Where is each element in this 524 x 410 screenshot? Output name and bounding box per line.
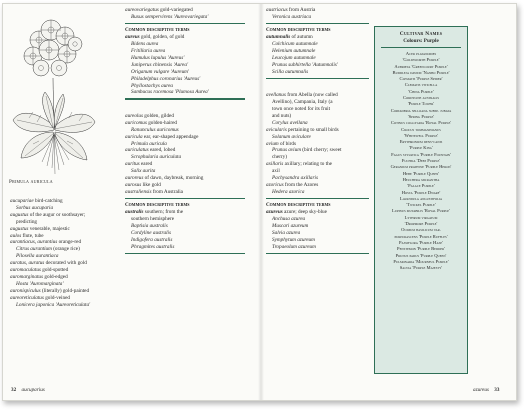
cultivar-name: 'Purple King' [409, 145, 433, 151]
book-gutter [258, 4, 264, 400]
cultivar-name: Cordyline australis [402, 95, 440, 101]
entry-term: augustus [10, 225, 29, 232]
cultivar-name: Buddleja davidii 'Nanho Purple' [392, 69, 450, 75]
running-head-right: azureus [473, 387, 489, 393]
section-rule [125, 98, 245, 100]
entry-term: auricomus [125, 119, 147, 126]
cultivar-name: 'Goldsworth Purple' [402, 57, 440, 63]
entry-example: Salix aurita [131, 168, 156, 175]
entry-definition: axil [272, 168, 280, 175]
entry-example: Scrophularia auriculata [131, 154, 182, 161]
cultivar-name: Lythrum virgatum [404, 214, 438, 220]
section-heading: Common descriptive terms [266, 27, 331, 34]
entry-definition: town once noted for its fruit [272, 105, 331, 112]
entry-term: augustus [10, 211, 29, 218]
entry-line [10, 302, 92, 309]
entry-line [10, 198, 92, 205]
page-number-right: 33 [494, 387, 500, 393]
entry-example: Solanum aviculare [272, 133, 311, 140]
entry-line [10, 226, 92, 233]
entry-line [125, 223, 245, 230]
entry-example: Leucojum autumnale [272, 54, 316, 61]
cultivar-name: Hosta 'Purple Dwarf' [401, 189, 441, 195]
entry-line [266, 48, 369, 55]
entry-line [266, 7, 369, 14]
entry-example: Salvia azurea [272, 229, 301, 236]
entry-example: Prunus avium [272, 147, 301, 154]
entry-definition: golden-haired [146, 119, 178, 126]
entry-definition: eared [139, 161, 153, 168]
entry-line [266, 223, 369, 230]
entry-example: Sambucus racemosa 'Plumosa Aurea' [131, 89, 209, 96]
entry-line [10, 288, 92, 295]
entry-definition: Avellino), Campania, Italy (a [272, 99, 333, 106]
entry-definition: predicting [16, 218, 38, 225]
entry-example: Prunus subhirtella 'Autumnalis' [272, 61, 338, 68]
entry-definition: flute, tube [21, 232, 44, 239]
entry-line [125, 55, 245, 62]
entry-line [266, 175, 369, 182]
entry-example: Tropaeolum azureum [272, 243, 316, 250]
entry-example: Philadelphus coronarius 'Aureus' [131, 75, 201, 82]
entry-example: Corylus avellana [272, 119, 308, 126]
entry-term: auratus, auratus [10, 260, 45, 267]
entry-line [266, 216, 369, 223]
entry-example: Juniperus chinensis 'Aurea' [131, 61, 189, 68]
entry-term: australis [125, 209, 144, 216]
entry-definition: orange-red [57, 239, 82, 246]
entry-line [125, 134, 245, 141]
cultivar-box-subtitle: Colours: Purple [403, 38, 439, 44]
entry-definition: of dawn, daybreak, morning [143, 175, 204, 182]
entry-term: austriacus [266, 7, 288, 13]
cultivar-name: Lavandula angustifolia [399, 195, 443, 201]
entry-line [125, 62, 245, 69]
cultivar-name: 'Purple Tower' [407, 101, 435, 107]
entry-line [266, 113, 369, 120]
entry-line [125, 76, 245, 83]
cultivar-name: Clematis 'Purple Spider' [399, 76, 443, 82]
entry-definition: of autumn [290, 34, 313, 41]
cultivar-names-box [374, 26, 468, 374]
entry-line [125, 83, 245, 90]
entry-definition: axillary; relating to the [283, 161, 332, 168]
cultivar-name: Fuchsia 'Deep Purple' [401, 158, 441, 164]
entry-definition: gold, golden, of gold [139, 34, 185, 41]
entry-line [266, 244, 369, 251]
entry-line [10, 233, 92, 240]
entry-term: aureoreticulatus [10, 294, 44, 301]
cultivar-name: Cotinus coggygria 'Royal Purple' [390, 120, 452, 126]
entry-line [266, 189, 369, 196]
entry-line [10, 274, 92, 281]
entry-definition: ear, ear-shaped appendage [142, 133, 199, 140]
column-right [266, 7, 369, 257]
entry-line [266, 127, 369, 134]
entry-line [266, 62, 369, 69]
entry-example: Hedera azorica [272, 188, 305, 195]
entry-example: Anchusa azurea [272, 216, 306, 223]
entry-definition: from Australia [151, 188, 183, 195]
entry-line [266, 230, 369, 237]
entry-example: Baptisia australis [131, 222, 168, 229]
book-spread [2, 3, 517, 401]
illustration-caption: Primula auricula [9, 179, 53, 185]
entry-line [266, 106, 369, 113]
entry-term: autumnalis [266, 34, 291, 41]
entry-line [266, 161, 369, 168]
entry-line [125, 244, 245, 251]
entry-term: aureus [125, 34, 140, 41]
entry-line [125, 147, 245, 154]
section-rule [266, 78, 369, 80]
entry-line [266, 120, 369, 127]
entry-example: Phragmites australis [131, 243, 175, 250]
page-number-left: 32 [11, 387, 17, 393]
entry-term: auronispiculus [10, 287, 41, 294]
cultivar-name: Aubrieta 'Greencourt Purple' [394, 63, 448, 69]
entry-term: avellanus [266, 92, 286, 99]
entry-line [125, 89, 245, 96]
cultivar-name: Salvia 'Purple Majesty' [399, 265, 443, 271]
cultivar-name: Fagus sylvatica 'Purple Fountain' [391, 151, 451, 157]
cultivar-name: Penstemon 'Purple Bedder' [397, 246, 445, 252]
entry-definition: bird-catching [33, 198, 63, 204]
entry-term: axillaris [266, 161, 284, 168]
section-rule [125, 23, 245, 25]
entry-example: Pilosella aurantiaca [16, 253, 59, 260]
cultivar-name: 'Spring Purple' [407, 113, 435, 119]
cultivar-name: Prunus padus 'Purple Queen' [395, 252, 447, 258]
cultivar-name: Lupinus mutabilis 'Royal Purple' [392, 208, 450, 214]
entry-example: Sorbus aucuparia [16, 204, 54, 211]
entry-example: Muscari azureum [272, 222, 309, 229]
entry-line [125, 48, 245, 55]
section-rule [266, 23, 369, 25]
primula-illustration [9, 8, 97, 178]
cultivar-name: Geranium pratense 'Purple Heron' [390, 164, 452, 170]
entry-line [125, 34, 245, 41]
entry-line [125, 69, 245, 76]
cultivar-name: Pulmonaria 'Mournful Purple' [393, 258, 449, 264]
entry-line [10, 246, 92, 253]
entry-example: Symphytum azureum [272, 236, 315, 243]
entry-example: Lonicera japonica 'Aureoreticulata' [16, 301, 91, 308]
entry-example: Bidens aurea [131, 41, 159, 48]
entry-line [266, 237, 369, 244]
entry-line [266, 168, 369, 175]
entry-line [125, 182, 245, 189]
cultivar-item [375, 265, 467, 271]
entry-line [266, 55, 369, 62]
cultivar-list [375, 51, 467, 271]
cultivar-name: Erythronium dens-canis [399, 139, 443, 145]
entry-example: Phyllostachys aurea [131, 82, 174, 89]
entry-example-note: (bird cherry; sweet [300, 147, 342, 154]
entry-example: Colchicum autumnale [272, 41, 318, 48]
cultivar-name: Clematis viticella [404, 82, 438, 88]
entry-term: aulos [10, 232, 22, 239]
entry-definition: azure; deep sky-blue [282, 209, 327, 216]
section-rule [266, 198, 369, 200]
entry-line [125, 175, 245, 182]
entry-term: auromaculatus [10, 267, 41, 274]
entry-term: australiensis [125, 188, 152, 195]
entry-example-note: cherry) [272, 154, 287, 161]
cultivar-box-rule [381, 47, 461, 48]
entry-line [125, 237, 245, 244]
entry-definition: like gold [141, 181, 161, 188]
entry-example: Pachysandra axillaris [272, 175, 318, 182]
footer-right [473, 387, 499, 393]
entry-definition: (literally) gold-painted [40, 287, 90, 294]
entry-definition: gold-variegated [158, 7, 193, 13]
entry-example-note: (orange rice) [51, 246, 80, 253]
cultivar-name: 'China Purple' [408, 88, 434, 94]
entry-term: aureovariegatus [125, 7, 159, 13]
entry-definition: gold-spotted [40, 267, 69, 274]
entry-definition: from the Azores [283, 181, 319, 188]
entry-line [266, 134, 369, 141]
running-head-left: aucuparius [21, 387, 45, 393]
entry-definition: from Abella (now called [285, 92, 338, 99]
entry-term: auromarginatus [10, 273, 44, 280]
entry-example: Indigofera australis [131, 236, 173, 243]
entry-term: aurantiacus, aurantius [10, 239, 58, 246]
cultivar-name: 'Dropmore Purple' [404, 221, 438, 227]
entry-line [10, 212, 92, 219]
entry-definition: gold-veined [43, 294, 70, 301]
entry-line [266, 147, 369, 154]
entry-example: Helenium autumnale [272, 48, 316, 55]
entry-line [10, 260, 92, 267]
entry-example: Humulus lupulus 'Aureus' [131, 54, 185, 61]
entry-line [266, 41, 369, 48]
entry-term: aurosus [125, 181, 142, 188]
entry-line [125, 14, 245, 21]
entry-line [125, 141, 245, 148]
entry-line [125, 120, 245, 127]
section-rule [125, 253, 245, 255]
entry-example: Hosta 'Auromarginata' [16, 280, 64, 287]
entry-line [266, 141, 369, 148]
entry-line [125, 113, 245, 120]
entry-definition: pertaining to small birds [286, 126, 339, 133]
section-rule [266, 253, 369, 255]
column-left [10, 198, 92, 309]
entry-line [125, 127, 245, 134]
entry-term: azoricus [266, 181, 284, 188]
entry-line [125, 168, 245, 175]
entry-line [10, 295, 92, 302]
entry-definition: golden, gilded [142, 112, 174, 119]
entry-term: auriculatus [125, 147, 149, 154]
cultivar-name: Ocimum basilicum var. [401, 227, 441, 233]
entry-line [266, 154, 369, 161]
entry-definition: of the augur or soothsayer; [28, 211, 86, 218]
entry-definition: venerable, majestic [28, 225, 70, 232]
section-rule [125, 198, 245, 200]
entry-definition: of birds [278, 140, 296, 147]
entry-line [266, 209, 369, 216]
entry-definition: from Austria [287, 7, 316, 13]
entry-line [266, 69, 369, 76]
entry-definition: and nuts) [272, 112, 292, 119]
section-heading: Common descriptive terms [266, 202, 331, 209]
entry-term: auricula [125, 133, 143, 140]
entry-term: avicularis [266, 126, 287, 133]
entry-definition: southern; from the [143, 209, 184, 216]
cultivar-name: 'Whitewell Purple' [403, 132, 439, 138]
entry-term: azureus [266, 209, 283, 216]
entry-line [10, 253, 92, 260]
cultivar-name: Passiflora 'Purple Haze' [398, 239, 444, 245]
entry-line [125, 161, 245, 168]
entry-example: Buxus sempervirens 'Aureovariegata' [131, 13, 209, 20]
cultivar-name: Cortaderia selloana subsp. jubata [390, 107, 452, 113]
entry-term: avium [266, 140, 279, 147]
entry-line [10, 219, 92, 226]
entry-term: auroreus [125, 175, 144, 182]
entry-example: Ranunculus auricomus [131, 126, 179, 133]
footer-left [11, 387, 45, 393]
entry-example: Fritillaria aurea [131, 48, 166, 55]
entry-line [125, 7, 245, 14]
entry-term: auritus [125, 161, 140, 168]
entry-line [125, 189, 245, 196]
cultivar-name: Crocus tommasinianus [401, 126, 441, 132]
entry-example: Cordyline australis [131, 229, 172, 236]
entry-line [266, 182, 369, 189]
entry-line [10, 205, 92, 212]
entry-line [125, 154, 245, 161]
cultivar-name: Heuchera micrantha [402, 176, 440, 182]
entry-definition: decorated with gold [44, 260, 87, 267]
cultivar-box-title: Cultivar Names [399, 31, 443, 37]
entry-term: aureolus [125, 112, 143, 119]
entry-line [266, 14, 369, 21]
section-heading: Common descriptive terms [125, 27, 190, 34]
entry-line [266, 99, 369, 106]
entry-example: Scilla autumnalis [272, 68, 309, 75]
cultivar-name: 'Twickel Purple' [406, 202, 436, 208]
entry-line [125, 230, 245, 237]
entry-line [10, 281, 92, 288]
entry-line [10, 267, 92, 274]
entry-example: Veronica austriaca [272, 13, 312, 20]
section-heading: Common descriptive terms [125, 202, 190, 209]
entry-example: Citrus aurantium [16, 246, 52, 253]
entry-example: Origanum vulgare 'Aureum' [131, 68, 190, 75]
cultivar-name: Hebe 'Purple Queen' [402, 170, 440, 176]
entry-line [125, 216, 245, 223]
cultivar-name: 'Palace Purple' [407, 183, 435, 189]
entry-line [10, 239, 92, 246]
cultivar-name: purpurascens 'Purple Ruffles' [394, 233, 448, 239]
entry-definition: gold-edged [43, 273, 68, 280]
entry-line [266, 92, 369, 99]
entry-line [266, 34, 369, 41]
entry-example: Primula auricula [131, 140, 167, 147]
column-left-right [125, 7, 245, 257]
entry-line [125, 209, 245, 216]
entry-term: aucupariae [10, 198, 34, 204]
entry-line [125, 41, 245, 48]
entry-definition: eared, lobed [148, 147, 176, 154]
cultivar-name: Acer platanoides [405, 51, 437, 56]
entry-definition: southern hemisphere [131, 216, 175, 223]
